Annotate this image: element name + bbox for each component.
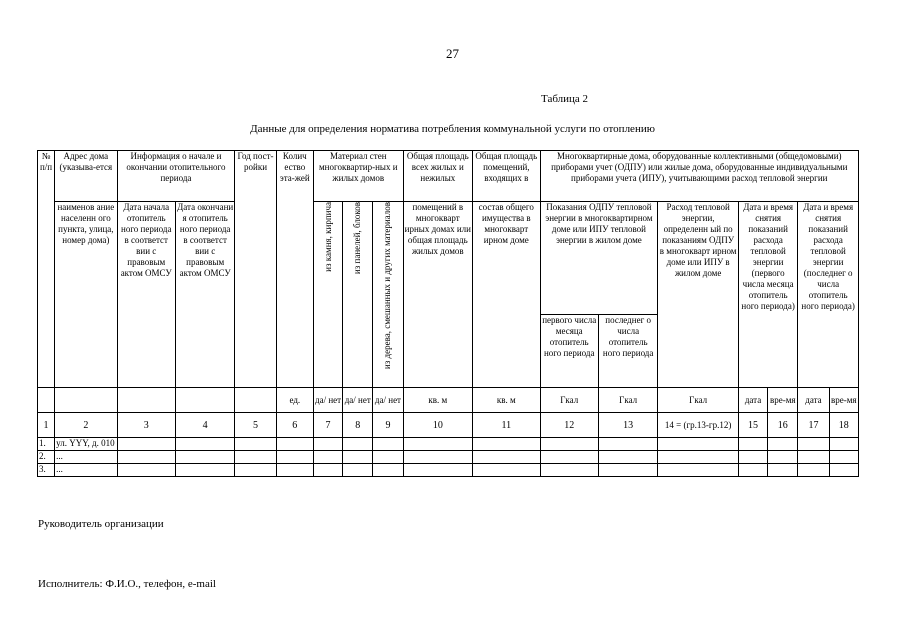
- header-year-built: Год пост-ройки: [235, 151, 276, 388]
- unit-cell: Гкал: [658, 388, 739, 413]
- signature-executor: Исполнитель: Ф.И.О., телефон, e-mail: [38, 578, 216, 590]
- header-meter-readings: Показания ОДПУ тепловой энергии в многоквартирном доме или ИПУ тепловой энергии в жилом доме: [540, 202, 658, 315]
- row-address: ул. YYY, д. 010: [55, 438, 117, 451]
- table-row: [38, 438, 859, 451]
- unit-cell: да/ нет: [343, 388, 373, 413]
- header-common-area-top: Общая площадь помещений, входящих в: [473, 151, 540, 202]
- page-number: 27: [446, 46, 459, 61]
- column-number: 4: [175, 413, 234, 438]
- header-address-bottom: наименов ание населенн ого пункта, улица, номер дома): [55, 202, 117, 388]
- row-address: ...: [55, 451, 117, 464]
- column-number: 5: [235, 413, 276, 438]
- unit-cell: кв. м: [473, 388, 540, 413]
- column-number: 16: [768, 413, 798, 438]
- header-wall-material: Материал стен многоквартир-ных и жилых домов: [313, 151, 403, 202]
- header-wall-brick: из камня, кирпича: [313, 202, 342, 388]
- table-row: [38, 464, 859, 477]
- header-reading-last-day: последнег о числа отопитель ного периода: [598, 315, 657, 388]
- document-title: Данные для определения норматива потребления коммунальной услуги по отоплению: [250, 123, 655, 135]
- header-reading-first-day: первого числа месяца отопитель ного периода: [540, 315, 598, 388]
- column-number: 12: [540, 413, 598, 438]
- heating-norm-table: [37, 150, 859, 477]
- unit-cell: ед.: [276, 388, 313, 413]
- units-row: [38, 388, 859, 413]
- unit-cell: вре-мя: [768, 388, 798, 413]
- unit-cell: Гкал: [540, 388, 598, 413]
- column-number: 11: [473, 413, 540, 438]
- signature-manager: Руководитель организации: [38, 518, 164, 530]
- unit-cell: да/ нет: [373, 388, 403, 413]
- column-number: 15: [738, 413, 767, 438]
- column-number: 17: [798, 413, 829, 438]
- header-total-area-top: Общая площадь всех жилых и нежилых: [403, 151, 472, 202]
- row-number: 1.: [38, 438, 55, 451]
- table-label: Таблица 2: [541, 93, 589, 105]
- column-numbers-row: [38, 413, 859, 438]
- column-number: 1: [38, 413, 55, 438]
- column-number: 7: [313, 413, 342, 438]
- column-number: 14 = (гр.13-гр.12): [658, 413, 739, 438]
- column-number: 10: [403, 413, 472, 438]
- column-number: 2: [55, 413, 117, 438]
- header-address-top: Адрес дома (указыва-ется: [55, 151, 117, 202]
- table-row: [38, 451, 859, 464]
- row-number: 2.: [38, 451, 55, 464]
- unit-cell: да/ нет: [313, 388, 342, 413]
- unit-cell: дата: [798, 388, 829, 413]
- header-common-area-bottom: состав общего имущества в многокварт ирном доме: [473, 202, 540, 388]
- column-number: 3: [117, 413, 175, 438]
- header-number: № п/п: [38, 151, 55, 388]
- column-number: 6: [276, 413, 313, 438]
- header-heating-end: Дата окончани я отопитель ного периода в соответст вии с правовым актом ОМСУ: [175, 202, 234, 388]
- header-metered-buildings: Многоквартирные дома, оборудованные коллективными (общедомовыми) приборами учет (ОДПУ) или жилые дома, оборудованные индивидуальными приборами учета (ИПУ), учитывающими расход тепловой энергии: [540, 151, 858, 202]
- unit-cell: дата: [738, 388, 767, 413]
- row-address: ...: [55, 464, 117, 477]
- unit-cell: Гкал: [598, 388, 657, 413]
- header-date-first: Дата и время снятия показаний расхода тепловой энергии (первого числа месяца отопитель ного периода): [738, 202, 797, 388]
- column-number: 18: [829, 413, 858, 438]
- header-total-area-bottom: помещений в многокварт ирных домах или общая площадь жилых домов: [403, 202, 472, 388]
- column-number: 9: [373, 413, 403, 438]
- row-number: 3.: [38, 464, 55, 477]
- header-wall-panels: из панелей, блоков: [343, 202, 373, 388]
- unit-cell: кв. м: [403, 388, 472, 413]
- header-heating-start: Дата начала отопитель ного периода в соответст вии с правовым актом ОМСУ: [117, 202, 175, 388]
- header-heat-consumption: Расход тепловой энергии, определенн ый по показаниям ОДПУ в многокварт ирном доме или ИПУ в жилом доме: [658, 202, 739, 388]
- header-floors: Колич ество эта-жей: [276, 151, 313, 388]
- column-number: 13: [598, 413, 657, 438]
- header-wall-wood: из дерева, смешанных и других материалов: [373, 202, 403, 388]
- header-date-last: Дата и время снятия показаний расхода тепловой энергии (последнег о числа отопитель ного периода): [798, 202, 859, 388]
- column-number: 8: [343, 413, 373, 438]
- header-heating-period: Информация о начале и окончании отопительного периода: [117, 151, 235, 202]
- unit-cell: вре-мя: [829, 388, 858, 413]
